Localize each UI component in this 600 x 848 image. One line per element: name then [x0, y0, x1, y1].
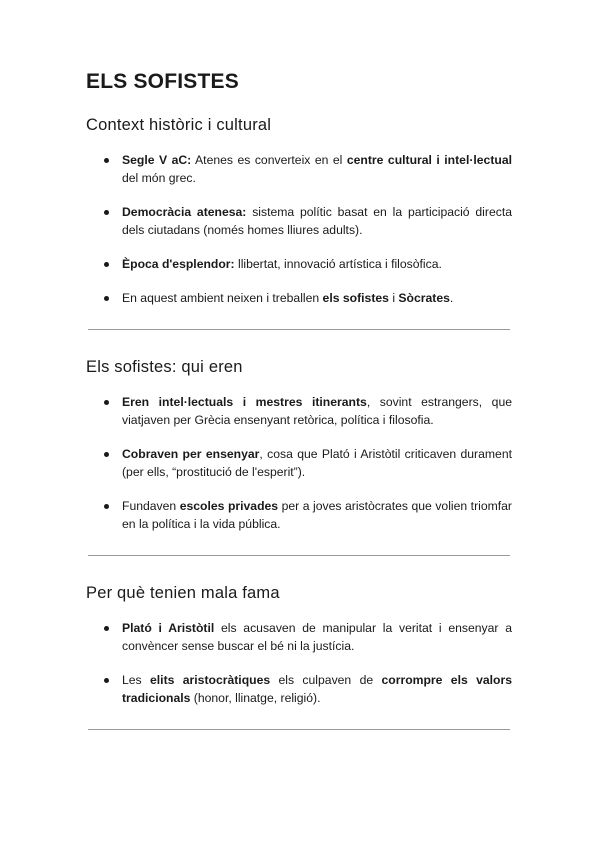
bullet-icon: [104, 452, 109, 457]
bullet-list: [86, 151, 512, 307]
text: els acusaven de manipular la veritat i ensenyar a convèncer sense buscar el bé ni la justícia.: [122, 621, 512, 653]
bullet-list: [86, 393, 512, 533]
bullet-icon: [104, 504, 109, 509]
section-divider: [88, 329, 510, 330]
bullet-icon: [104, 158, 109, 163]
text: Atenes es converteix en el: [191, 153, 347, 167]
text: , sovint estrangers, que viatjaven per Grècia ensenyant retòrica, política i filosofia.: [122, 395, 512, 427]
list-item: [86, 289, 512, 307]
section: [86, 358, 512, 556]
list-item: [86, 151, 512, 187]
list-item: [86, 255, 512, 273]
bullet-icon: [104, 400, 109, 405]
bullet-icon: [104, 296, 109, 301]
bold-text: Eren intel·lectuals i mestres itinerants: [122, 395, 367, 409]
bold-text: Plató i Aristòtil: [122, 621, 215, 635]
text: del món grec.: [122, 171, 196, 185]
section-divider: [88, 729, 510, 730]
section: [86, 584, 512, 730]
bullet-icon: [104, 678, 109, 683]
document-page: [86, 70, 512, 758]
bullet-icon: [104, 626, 109, 631]
sections-container: [86, 116, 512, 730]
bold-text: els sofistes: [322, 291, 389, 305]
bold-text: Època d'esplendor:: [122, 257, 235, 271]
text: .: [449, 291, 454, 305]
text: En aquest ambient neixen i treballen: [122, 291, 323, 305]
text: llibertat, innovació artística i filosòfica.: [234, 257, 442, 271]
section: [86, 116, 512, 330]
section-title: Els sofistes: qui eren: [86, 358, 243, 376]
text: , cosa que Plató i Aristòtil criticaven durament (per ells, “prostitució de l'esperit”).: [122, 447, 512, 479]
bold-text: Cobraven per ensenyar: [122, 447, 260, 461]
list-item: [86, 445, 512, 481]
bullet-list: [86, 619, 512, 707]
text: Les: [122, 673, 151, 687]
list-item: [86, 671, 512, 707]
bold-text: elits aristocràtiques: [150, 673, 271, 687]
section-divider: [88, 555, 510, 556]
bold-text: centre cultural i intel·lectual: [346, 153, 513, 167]
list-item: [86, 203, 512, 239]
list-item: [86, 619, 512, 655]
list-item: [86, 497, 512, 533]
text: Fundaven: [122, 499, 180, 513]
bold-text: corrompre els valors tradicionals: [122, 673, 512, 705]
text: per a joves aristòcrates que volien triomfar en la política i la vida pública.: [122, 499, 512, 531]
text: els culpaven de: [270, 673, 382, 687]
document-title: ELS SOFISTES: [86, 70, 239, 93]
text: (honor, llinatge, religió).: [190, 691, 321, 705]
bold-text: Sòcrates: [398, 291, 450, 305]
text: sistema polític basat en la participació directa dels ciutadans (només homes lliures adults).: [122, 205, 512, 237]
section-title: Context històric i cultural: [86, 116, 272, 134]
text: i: [388, 291, 399, 305]
bullet-icon: [104, 262, 109, 267]
bold-text: Democràcia atenesa:: [122, 205, 247, 219]
bold-text: Segle V aC:: [122, 153, 192, 167]
list-item: [86, 393, 512, 429]
bullet-icon: [104, 210, 109, 215]
section-title: Per què tenien mala fama: [86, 584, 280, 602]
bold-text: escoles privades: [179, 499, 279, 513]
